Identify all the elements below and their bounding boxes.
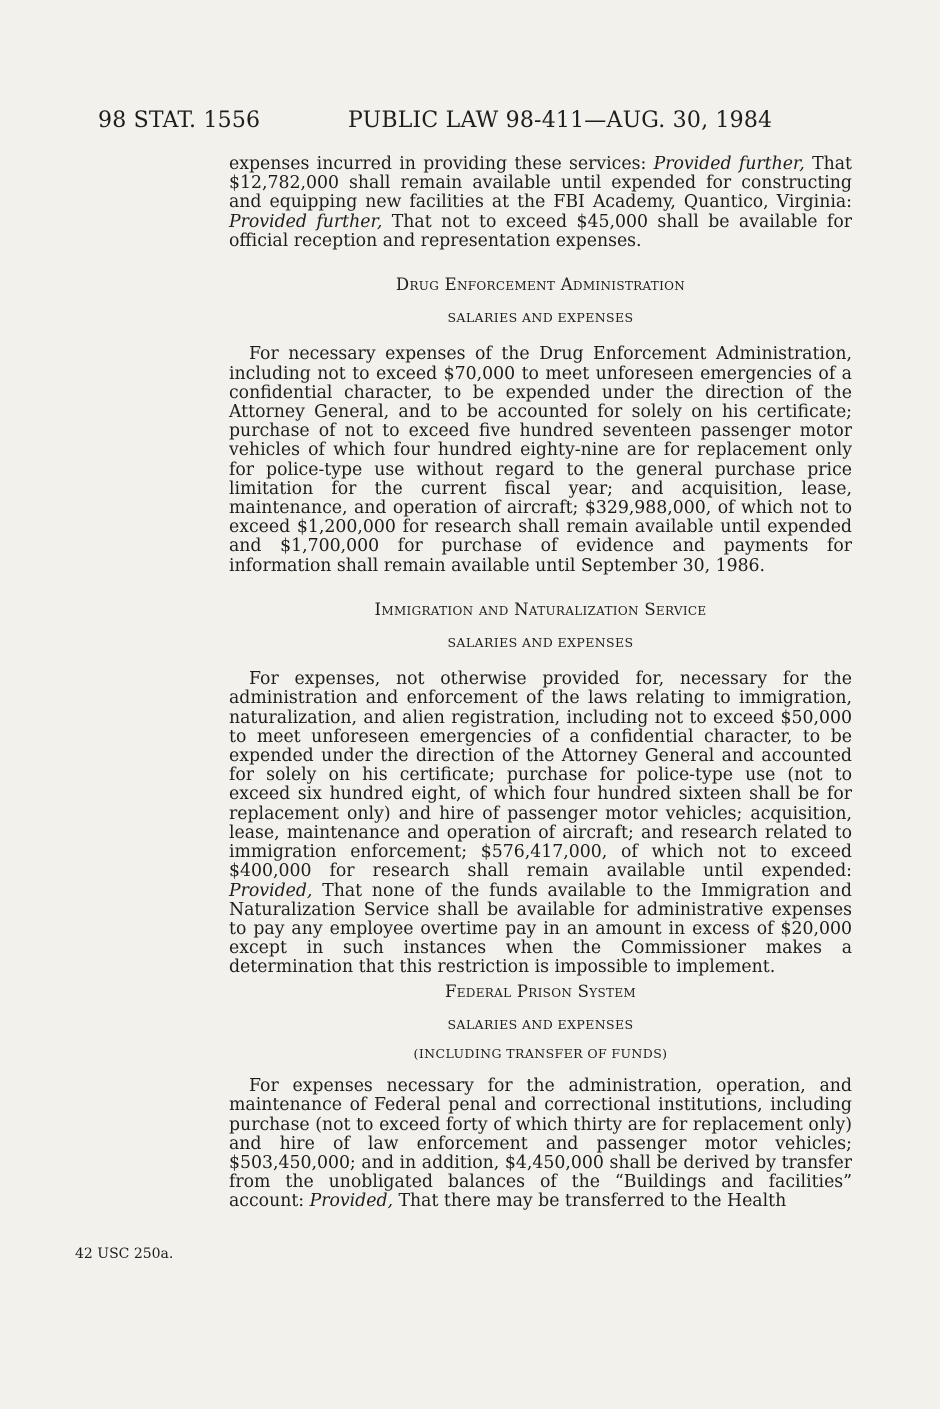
stat-page-number: 98 STAT. 1556 (98, 108, 261, 133)
intro-proviso-1: Provided further, (653, 154, 805, 174)
intro-paragraph (229, 155, 852, 251)
bop-subheading: SALARIES AND EXPENSES (447, 1016, 634, 1032)
dea-subheading: SALARIES AND EXPENSES (447, 310, 634, 326)
intro-text-1: expenses incurred in providing these services: (229, 154, 654, 174)
law-title-date: PUBLIC LAW 98-411—AUG. 30, 1984 (348, 108, 773, 133)
ins-proviso: Provided, (229, 880, 313, 901)
dea-paragraph: For necessary expenses of the Drug Enforcement Administration, including not to exceed $70,000 to meet unforeseen emergencies of a confidential character, to be expended under the direction of the Attorney General, and to be accounted for solely on his certificate; purchase of not to exceed five hundred seventeen passenger motor vehicles of which four hundred eighty-nine are for replacement only for police-type use without regard to the general purchase price limitation for the current fiscal year; and acquisition, lease, maintenance, and operation of aircraft; $329,988,000, of which not to exceed $1,200,000 for research shall remain available until expended and $1,700,000 for purchase of evidence and payments for information shall remain available until September 30, 1986. (229, 344, 852, 576)
ins-heading: Immigration and Naturalization Service (374, 599, 707, 619)
intro-text-2: That $12,782,000 shall remain available until expended for constructing and equipping new facilities at the FBI Academy, Quantico, Virginia: (229, 154, 852, 213)
ins-paragraph (229, 670, 852, 977)
bop-text-a: For expenses necessary for the administration, operation, and maintenance of Federal penal and correctional institutions, including purchase (not to exceed forty of which thirty are for replacement only) and hire of law enforcement and passenger motor vehicles; $503,450,000; and in addition, $4,450,000 shall be derived by transfer from the unobligated balances of the “Buildings and facilities” account: (229, 1076, 852, 1212)
bop-transfer-note: (INCLUDING TRANSFER OF FUNDS) (413, 1045, 668, 1061)
bop-text-b: That there may be transferred to the Health (393, 1191, 787, 1212)
intro-text-3: That not to exceed $45,000 shall be available for official reception and representation expenses. (229, 211, 852, 251)
ins-subheading: SALARIES AND EXPENSES (447, 635, 634, 651)
ins-text-b: That none of the funds available to the Immigration and Naturalization Service shall be available for administrative expenses to pay any employee overtime pay in an amount in excess of $20,000 except in such instances when the Commissioner makes a determination that this restriction is impossible to implement. (229, 880, 852, 978)
body-column (229, 155, 852, 1212)
dea-heading: Drug Enforcement Administration (395, 275, 686, 295)
bop-paragraph (229, 1077, 852, 1211)
ins-text-a: For expenses, not otherwise provided for, necessary for the administration and enforcement of the laws relating to immigration, naturalization, and alien registration, including not to exceed $50,000 to meet unforeseen emergencies of a confidential character, to be expended under the direction of the Attorney General and accounted for solely on his certificate; purchase for police-type use (not to exceed six hundred eight, of which four hundred sixteen shall be for replacement only) and hire of passenger motor vehicles; acquisition, lease, maintenance and operation of aircraft; and research related to immigration enforcement; $576,417,000, of which not to exceed $400,000 for research shall remain available until expended: (229, 669, 852, 882)
bop-heading: Federal Prison System (445, 981, 636, 1001)
bop-proviso: Provided, (309, 1191, 394, 1212)
margin-citation: 42 USC 250a. (75, 1246, 174, 1262)
intro-proviso-2: Provided further, (229, 211, 383, 232)
